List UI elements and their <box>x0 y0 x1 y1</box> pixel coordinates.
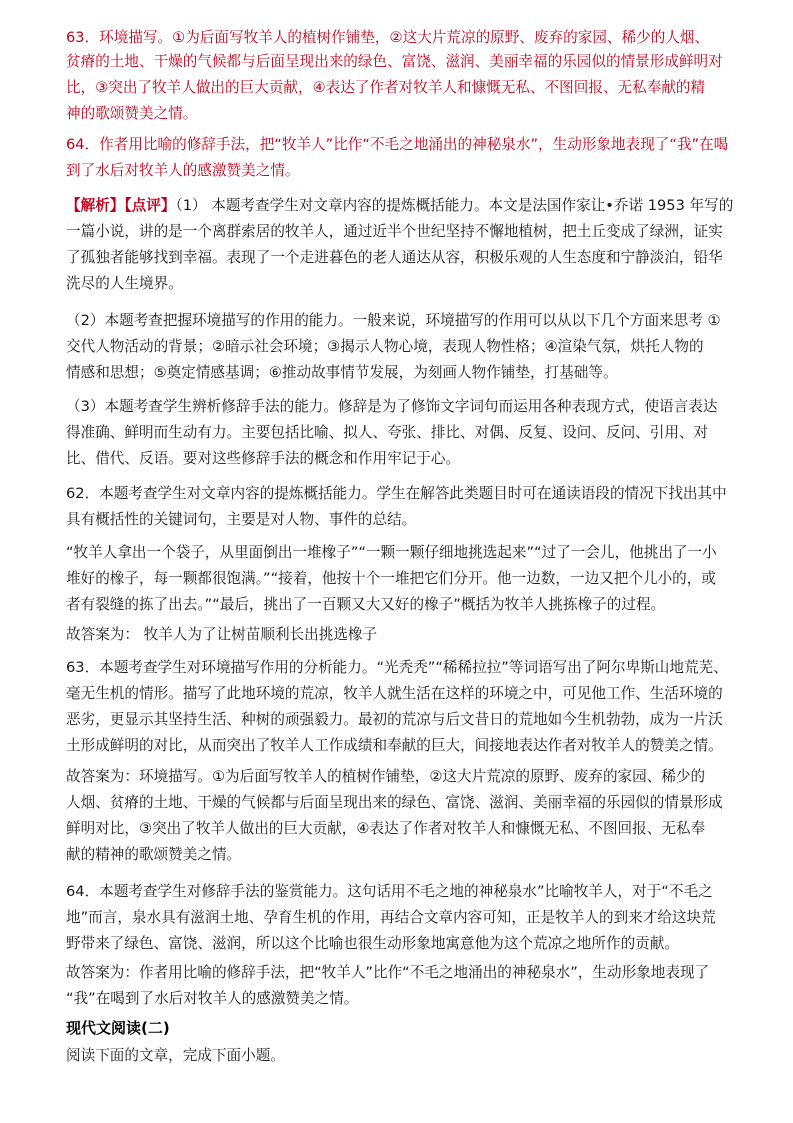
answer-63-line-4: 神的歌颂赞美之情。 <box>66 105 198 122</box>
answer-64-line-2: 到了水后对牧羊人的感激赞美之情。 <box>66 162 300 179</box>
answer-63b-line-2: 人烟、贫瘠的土地、干燥的气候都与后面呈现出来的绿色、富饶、滋润、美丽幸福的乐园似的情景形成 <box>66 794 723 811</box>
analysis-63-line-4: 土形成鲜明的对比，从而突出了牧羊人工作成绩和奉献的巨大，间接地表达作者对牧羊人的赞美之情。 <box>66 737 723 754</box>
analysis-3-line-2: 得准确、鲜明而生动有力。主要包括比喻、拟人、夸张、排比、对偶、反复、设问、反问、引用、对 <box>66 424 709 441</box>
answer-64b-line-2: “我”在喝到了水后对牧羊人的感激赞美之情。 <box>66 990 359 1007</box>
analysis-62-line-3: “牧羊人拿出一个袋子，从里面倒出一堆橡子”“一颗一颗仔细地挑选起来”“过了一会儿，他挑出了一小 <box>66 544 717 561</box>
analysis-label: 【解析】【点评】 <box>66 197 176 214</box>
analysis-3-line-3: 比、借代、反语。要对这些修辞手法的概念和作用牢记于心。 <box>66 450 461 467</box>
analysis-intro-line <box>66 194 746 218</box>
answer-64b-line-1: 故答案为：作者用比喻的修辞手法，把“牧羊人”比作“不毛之地涌出的神秘泉水”，生动形象地表现了 <box>66 964 710 981</box>
answer-63-line-2: 贫瘠的土地、干燥的气候都与后面呈现出来的绿色、富饶、滋润、美丽幸福的乐园似的情景形成鲜明对 <box>66 53 723 70</box>
answer-63b-line-1: 故答案为：环境描写。①为后面写牧羊人的植树作铺垫，②这大片荒凉的原野、废弃的家园、稀少的 <box>66 768 706 785</box>
analysis-64-line-1: 64．本题考查学生对修辞手法的鉴赏能力。这句话用不毛之地的神秘泉水”比喻牧羊人，对于“不毛之 <box>66 883 713 900</box>
analysis-63-line-1: 63．本题考查学生对环境描写作用的分析能力。“光秃秃”“稀稀拉拉”等词语写出了阿尔卑斯山地荒芜、 <box>66 659 728 676</box>
answer-64-line-1: 64．作者用比喻的修辞手法，把“牧羊人”比作“不毛之地涌出的神秘泉水”，生动形象地表现了“我”在喝 <box>66 136 729 153</box>
answer-63-line-3: 比，③突出了牧羊人做出的巨大贡献，④表达了作者对牧羊人和慷慨无私、不图回报、无私奉献的精 <box>66 79 706 96</box>
analysis-2-line-1: （2）本题考查把握环境描写的作用的能力。一般来说，环境描写的作用可以从以下几个方面来思考 ① <box>66 312 721 329</box>
answer-63b-line-4: 献的精神的歌颂赞美之情。 <box>66 846 242 863</box>
analysis-2-line-3: 情感和思想；⑤奠定情感基调；⑥推动故事情节发展，为刻画人物作铺垫，打基础等。 <box>66 364 618 381</box>
analysis-63-line-3: 恶劣，更显示其坚持生活、种树的顽强毅力。最初的荒凉与后文昔日的荒地如今生机勃勃，成为一片沃 <box>66 711 723 728</box>
analysis-62-line-1: 62．本题考查学生对文章内容的提炼概括能力。学生在解答此类题目时可在通读语段的情况下找出其中 <box>66 485 727 502</box>
analysis-3-line-1: （3）本题考查学生辨析修辞手法的能力。修辞是为了修饰文字词句而运用各种表现方式，使语言表达 <box>66 398 718 415</box>
analysis-62-line-4: 堆好的橡子，每一颗都很饱满。”“接着，他按十个一堆把它们分开。他一边数，一边又把个儿小的，或 <box>66 570 716 587</box>
answer-63-line-1: 63．环境描写。①为后面写牧羊人的植树作铺垫，②这大片荒凉的原野、废弃的家园、稀少的人烟、 <box>66 29 710 46</box>
analysis-line-3: 了孤独者能够找到幸福。表现了一个走进暮色的老人通达从容，积极乐观的人生态度和宁静淡泊，铅华 <box>66 249 723 266</box>
analysis-63-line-2: 毫无生机的情形。描写了此地环境的荒凉，牧羊人就生活在这样的环境之中，可见他工作、生活环境的 <box>66 685 723 702</box>
analysis-62-line-2: 具有概括性的关键词句，主要是对人物、事件的总结。 <box>66 511 417 528</box>
analysis-62-line-5: 者有裂缝的拣了出去。”“最后，挑出了一百颗又大又好的橡子”概括为牧羊人挑拣橡子的过程。 <box>66 596 666 613</box>
answer-63b-line-3: 鲜明对比，③突出了牧羊人做出的巨大贡献，④表达了作者对牧羊人和慷慨无私、不图回报、无私奉 <box>66 820 706 837</box>
analysis-line-2: 一篇小说，讲的是一个离群索居的牧羊人，通过近半个世纪坚持不懈地植树，把土丘变成了绿洲，证实 <box>66 223 723 240</box>
analysis-line-4: 洗尽的人生境界。 <box>66 275 183 292</box>
analysis-64-line-2: 地”而言，泉水具有滋润土地、孕育生机的作用，再结合文章内容可知，正是牧羊人的到来才给这块荒 <box>66 909 716 926</box>
analysis-64-line-3: 野带来了绿色、富饶、滋润，所以这个比喻也很生动形象地寓意他为这个荒凉之地所作的贡献。 <box>66 935 679 952</box>
answer-62-line: 故答案为： 牧羊人为了让树苗顺利长出挑选橡子 <box>66 626 378 643</box>
analysis-2-line-2: 交代人物活动的背景；②暗示社会环境；③揭示人物心境，表现人物性格；④渲染气氛，烘托人物的 <box>66 338 704 355</box>
section-instruction: 阅读下面的文章，完成下面小题。 <box>66 1047 285 1064</box>
analysis-text: （1） 本题考查学生对文章内容的提炼概括能力。本文是法国作家让•乔诺 1953 年写的 <box>175 197 734 214</box>
section-heading: 现代文阅读(二) <box>66 1019 170 1037</box>
